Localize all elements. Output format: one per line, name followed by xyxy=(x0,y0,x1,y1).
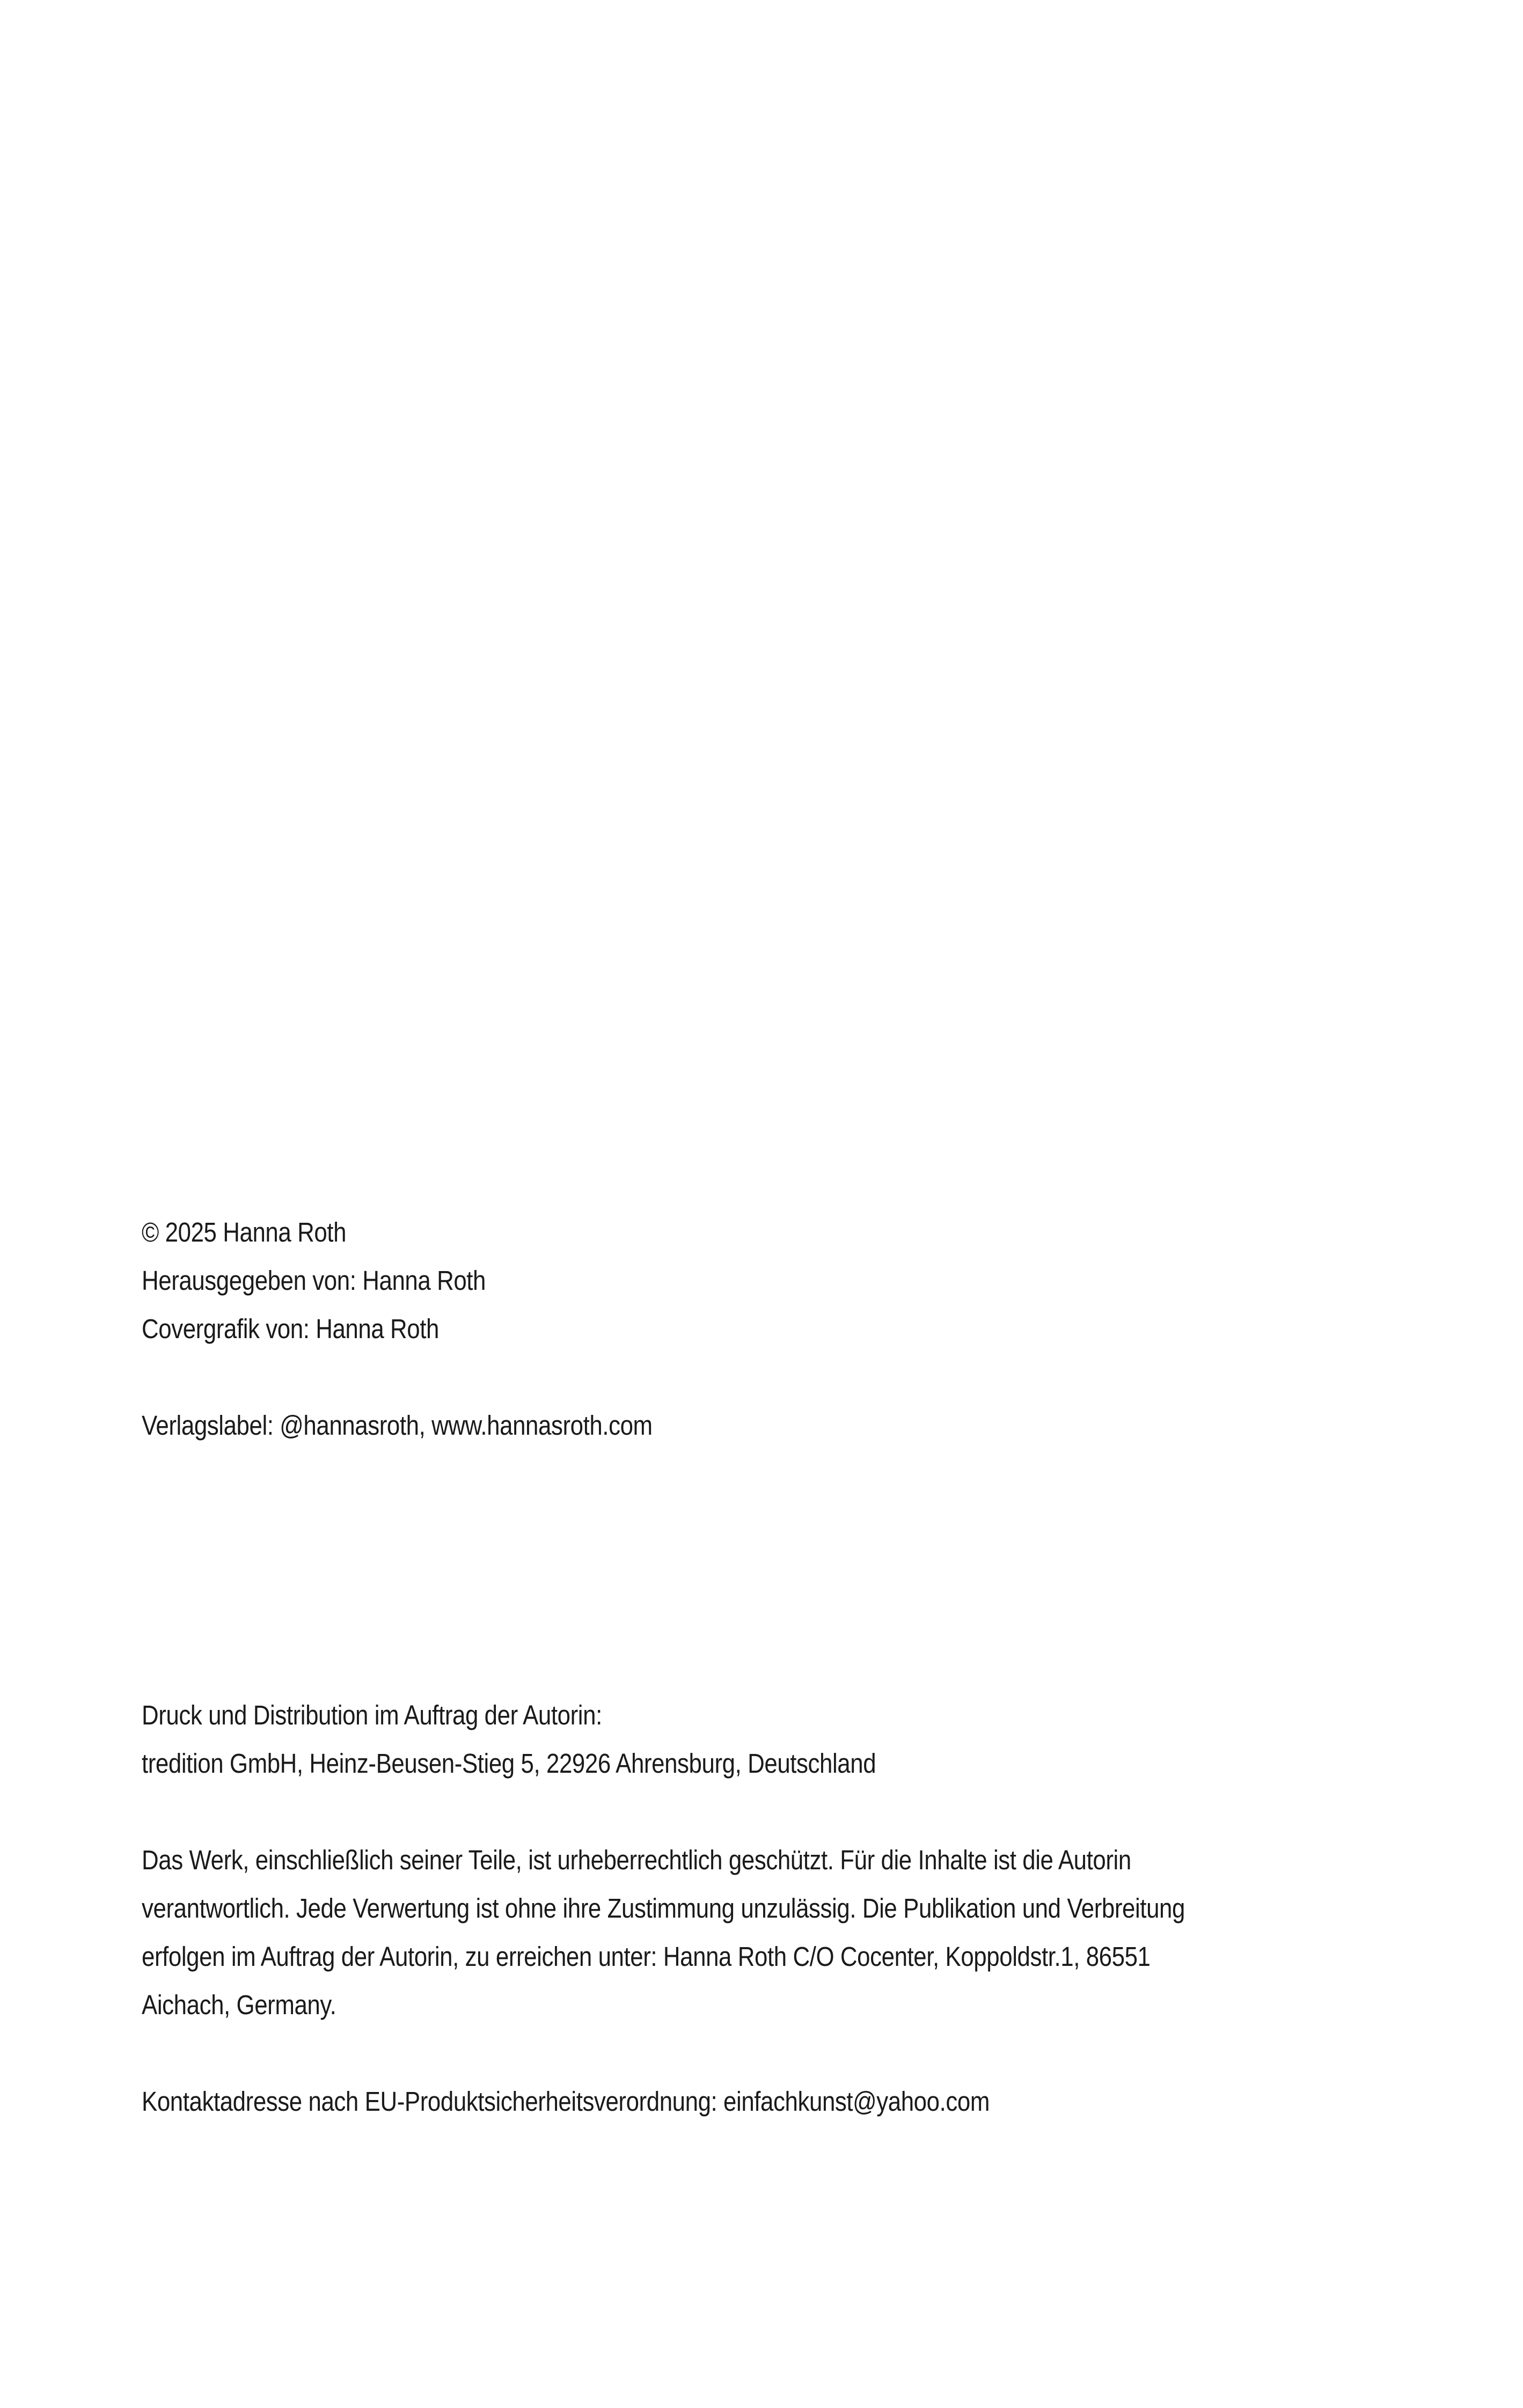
printing-address: tredition GmbH, Heinz-Beusen-Stieg 5, 22926 Ahrensburg, Deutschland xyxy=(142,1748,876,1779)
rights-notice-line: Aichach, Germany. xyxy=(142,1989,336,2020)
publisher-label-line: Verlagslabel: @hannasroth, www.hannasroth.com xyxy=(142,1410,653,1441)
cover-credit-line: Covergrafik von: Hanna Roth xyxy=(142,1313,439,1344)
rights-notice-line: erfolgen im Auftrag der Autorin, zu erreichen unter: Hanna Roth C/O Cocenter, Koppoldstr.1, 86551 xyxy=(142,1941,1151,1972)
rights-notice-line: verantwortlich. Jede Verwertung ist ohne ihre Zustimmung unzulässig. Die Publikation und Verbreitung xyxy=(142,1893,1185,1924)
rights-notice xyxy=(142,1836,1473,2029)
contact-line: Kontaktadresse nach EU-Produktsicherheitsverordnung: einfachkunst@yahoo.com xyxy=(142,2086,990,2117)
rights-notice-line: Das Werk, einschließlich seiner Teile, ist urheberrechtlich geschützt. Für die Inhalte ist die Autorin xyxy=(142,1845,1131,1875)
publisher-line: Herausgegeben von: Hanna Roth xyxy=(142,1265,486,1296)
printing-heading: Druck und Distribution im Auftrag der Autorin: xyxy=(142,1700,602,1730)
copyright-line: © 2025 Hanna Roth xyxy=(142,1217,347,1247)
